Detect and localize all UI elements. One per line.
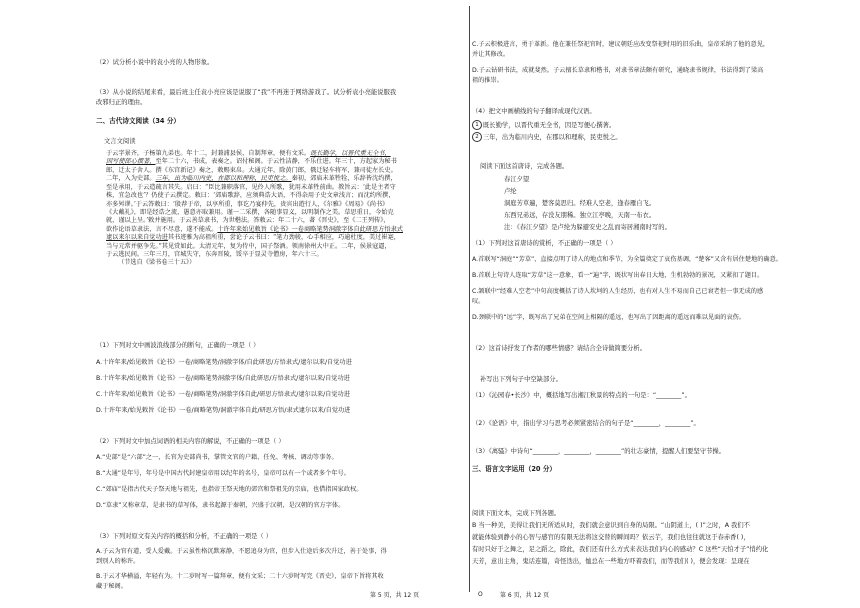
- passage-line: 二年，入为史部。三年，出为临川内史，在郡以和理称，民吏悦之。秦初，郊庙未革牲牷，乐辞皆沈约撰，: [106, 175, 397, 183]
- poem-line: 东西兄弟远，存没友朋稀。独立江亭晚，天南一布衣。: [504, 212, 656, 219]
- page-center-mark: O: [478, 591, 483, 598]
- option-d[interactable]: D.“草隶”又称章草，是隶书的草写体，隶书起源于秦朝，兴盛于汉朝，是汉朝的官方字体。: [96, 502, 345, 509]
- poem-intro: 阅读下面这首唐诗，完成各题。: [480, 163, 569, 170]
- question-3-line: （3）从小说的结尾来看，最后班主任袁小亮应该是说服了“我”不再迷于网络游戏了。试分析袁小亮能说服我: [96, 89, 397, 96]
- option-d[interactable]: D.子云钻研书法，成就斐然。子云擅长草隶和楷书，对隶书章法颇有研究，通晓隶书规律，书法得到了梁高: [472, 67, 764, 74]
- subsection-heading: 文言文阅读: [104, 138, 136, 145]
- question-2: （2）试分析小说中的袁小亮的人物形象。: [96, 59, 214, 66]
- passage-line: 于云逃民间。三年三月，宫城失守，东奔晋陵，馁卒于显灵寺僧房，年六十三。: [106, 251, 323, 259]
- option-a-cont: 到别人的称许。: [96, 558, 140, 565]
- reading-line: 天芳，意出主角，鬼话连篇，奇怪迭出，恤总在一些地方吓着我们，而等我们( )，便会发现：呈现在: [472, 558, 750, 565]
- option-d[interactable]: D.十许年来/始见敕旨《论书》一卷/商略笔势/洞澈字体自此/研思方悟/隶式逮尔以来/自觉功进: [96, 407, 351, 414]
- poem-note: 注：《春江夕望》是卢纶为躲避安史之乱而寄居湘南时写的。: [504, 224, 671, 231]
- option-d-cont: 祖的推崇。: [472, 77, 503, 84]
- option-b[interactable]: B.十许年来/始见敕旨《论书》一卷/商略笔势洞澈字体/自此研思/方悟隶式/逮尔以来/自觉功进: [96, 375, 350, 382]
- column-divider: [469, 6, 470, 592]
- classical-passage: [106, 150, 468, 268]
- option-a[interactable]: A.“史部”是“六部”之一，长官为史部尚书，掌管文官的户籍、任免、考核、调动等事务。: [96, 454, 338, 461]
- passage-line: 至是承用，于云造疏言其失。启曰：“臣比兼职落官，见伶人所歌，犹用未革牲前曲。教旨云：‘此是主者守: [106, 183, 396, 191]
- translate-item-2: 2 三年，出为临川内史，在郡以和理称，民吏悦之。: [472, 132, 844, 143]
- reading-line: 就能体验到静小的心智与感官的有限无法将这交替的瞬间吗？依云芋，我们也往往就这于春赤香( )，: [472, 534, 750, 541]
- poem-title: 春江夕望: [504, 176, 530, 183]
- fill-item-3: （3）《离骚》中诗句“________，________，________”的壮志豪情，提醒人们要坚守节操。: [472, 448, 725, 455]
- poem-line: 洞庭芳草遍，楚客莫思归。经难人空老，逢春雁自飞。: [504, 200, 656, 207]
- option-a[interactable]: A.子云为官有道，受人爱戴。于云虽性格沉默寡静，不愿追身为官，但步入仕途后多次升迁，善于处事，得: [96, 548, 387, 555]
- passage-line: 因写使郎心撰著，至年二十六，书成，表奏之。诏付秘阁。于云性洁静，不乐仕进。年三十，方起家为秘书: [106, 158, 397, 166]
- left-page: [96, 0, 468, 608]
- question-1: （1）下列对文中画波浪线部分的断句，正确的一项是（ ）: [96, 342, 260, 349]
- question-2b: （2）下列对文中加点词语的相关内容的解说，不正确的一项是（ ）: [96, 438, 285, 445]
- reading-intro: 阅读下面文本，完成下列各题。: [472, 510, 561, 517]
- passage-line: 欲作论语草隶法，言不尽意，遂不能成。十许年来始见敕旨《论书》一卷商略笔势洞澈字体自此研思方悟隶式: [106, 225, 403, 233]
- passage-line: 就，谨以上呈。’敕并施用。于云善草隶书，为世楷法。答敕云：年二十六，著《晋史》，至《二王列传》，: [106, 217, 390, 225]
- circled-number: 1: [472, 120, 482, 130]
- question-3-line: 改邪归正的理由。: [96, 99, 147, 106]
- passage-line: 逮以来尔以来自觉功进其书迹雅为高祖所重，尝论子云书曰：“笔力劲骏，心手相应，巧逾杜度，美过崔寔，: [106, 234, 400, 242]
- page-number-right: 第 6 页，共 12 页: [500, 592, 550, 599]
- poem-question-1: （1）下列对这首唐诗的赏析，不正确的一项是（ ）: [472, 240, 617, 247]
- option-b-cont: 藏于秘阁。: [96, 583, 127, 590]
- option-a[interactable]: A.首联写“洞庭”“芳草”，直接点明了诗人的地点和季节，为全篇奠定了哀伤基调，“楚客”又含有居住楚地的确意。: [472, 256, 782, 263]
- passage-line: 郎，迁太子舍人。撰《东宫新记》奏之，敕赐束帛。大通元年，除黄门郎，俄迁轻车将军，兼司徒左长史。: [106, 166, 397, 174]
- passage-line: 于云字景齐，子杨第九弟也。年十二，封兼浦县侯，自制拜章，便有文采。既长勤学，以晋代重无全书，: [106, 150, 391, 157]
- passage-line: 当与元常并驱争先。”其见赏如此。太清元年，复为侍中，国子祭酒。领南徐州大中正。二年，侯景寇逼，: [106, 242, 391, 250]
- option-d[interactable]: D.颈联中的“远”字，既写出了兄弟在空间上相隔的遥远，也写出了因距离的遥远而难以见面的哀伤。: [472, 314, 746, 321]
- right-page: [472, 0, 844, 608]
- reading-line: 有时只好于之舞之，足之蹈之，除此，我们还有什么方式来表达我们内心的感动？C 这些“天怕才子”悄约化: [472, 546, 769, 553]
- fill-item-2: （2）《论语》中，指出学习与思考必须紧密结合的句子是“________，________”。: [472, 420, 700, 427]
- option-c[interactable]: C.十许年来/始见敕旨《论书》一卷/商略笔势/洞澈字体自此/研思方悟隶式/逮尔以来/自觉功进: [96, 391, 350, 398]
- circled-number: 2: [472, 132, 482, 142]
- passage-source: （节选自《梁书卷三十五》）: [118, 259, 196, 267]
- translate-item-1: 1 既长勤学，以晋代重无全书，因是写便心撰著。: [472, 120, 844, 131]
- passage-line: 亦多舛谬。’于云答敕曰：‘殷荐于帝，以享所重，事讫乃宴仲先，贵宾出遊行人，《尔雅》《周易》《尚书》: [106, 200, 389, 208]
- option-c-cont: 叹。: [472, 298, 485, 305]
- question-4: （4）把文中画横线的句子翻译成现代汉语。: [472, 108, 596, 115]
- option-c[interactable]: C.“郊庙”是指古代天子祭天地与祖先，也指帝王祭天地的郊宫和祭祖先的宗庙，也借指国家政权。: [96, 486, 363, 493]
- passage-line: 《大戴礼》，即是经诰之流，愚意亦取兼用。谨一二采撰，各随事显义，以明制作之美。草思重日，今始克: [106, 208, 394, 216]
- option-c[interactable]: C.子云积极进言，勇于革新。他在兼任祭祀官时，建议朝廷应改变祭祀时用的旧乐曲，皇帝采纳了他的意见，: [472, 41, 770, 48]
- option-c-cont: 并让其修改。: [472, 51, 510, 58]
- poem-author: 卢纶: [504, 188, 517, 195]
- option-b[interactable]: B.于云才华横溢，年轻有为。十二岁时写一篇拜章，便有文采；二十六岁时写完《晋史》，皇帝下旨将其收: [96, 573, 384, 580]
- option-b[interactable]: B.首联上句诗人连取“芳草”这一意象，看一“遍”字，既状写出春日大地，生机勃勃的景况，又紧扣了题目。: [472, 272, 764, 279]
- passage-line: 株，宜急改也’？仍使子云撰定。敕曰：‘郊庙歌辞，应须典诰大语，不得杂用子史文章浅言；而沈约所撰，: [106, 192, 395, 200]
- option-b[interactable]: B.“大通”是年号，年号是中国古代封建皇帝用以纪年的名号，皇帝可以有一个或者多个年号。: [96, 470, 350, 477]
- question-3b: （3）下列对原文有关内容的概括和分析，不正确的一项是（ ）: [96, 533, 273, 540]
- fill-item-1: （1）《沁园春•长沙》中，概括地写出湘江秋景的特点的一句是：“________”。: [472, 392, 691, 399]
- fill-intro: 补写出下列句子中空缺部分。: [480, 376, 562, 383]
- option-a[interactable]: A.十许年来/始见敕旨《论书》一卷/商略笔势/洞澈字体/自此研思/方悟隶式/逮尔以来/自觉功进: [96, 359, 352, 366]
- reading-line: B 当一种美，美得让我们无所适从时，我们就会意识到自身的局限。“山阴道上，( )”之时，A 我们不: [472, 522, 750, 529]
- section-heading: 二、古代诗文阅读（34 分）: [96, 117, 181, 125]
- poem-question-2: （2）这首诗抒发了作者的哪些情感？请结合全诗做简要分析。: [472, 345, 647, 352]
- section-heading: 三、语言文字运用（20 分）: [472, 465, 557, 473]
- page-number-left: 第 5 页，共 12 页: [370, 592, 420, 599]
- option-c[interactable]: C.颔联中“经难人空老”中句高度概括了诗人坎坷的人生经历，也有对人生不易而自己已衰老但一事无成的感: [472, 288, 764, 295]
